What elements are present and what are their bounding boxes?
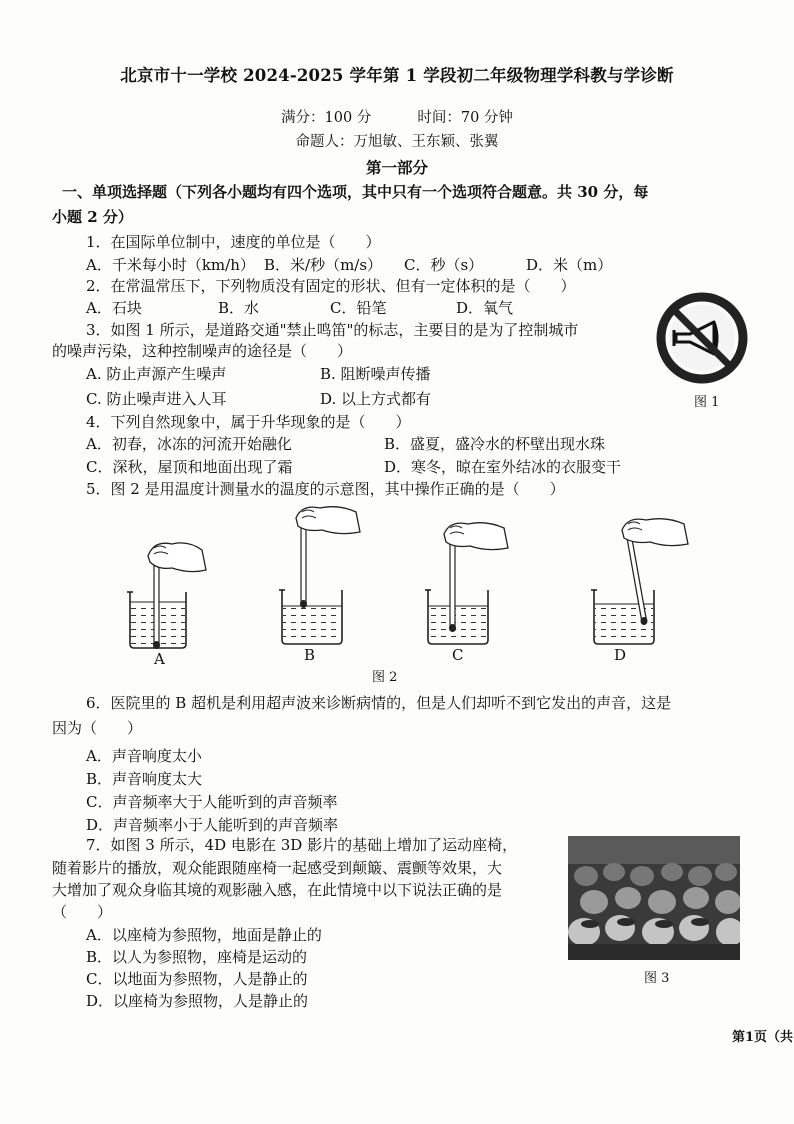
- question-7-stem-line2: 随着影片的播放，观众能跟随座椅一起感受到颠簸、震颤等效果，大: [52, 859, 503, 877]
- page-footer: 第1页（共: [732, 1030, 794, 1045]
- question-2-option-d: D．氧气: [456, 299, 514, 317]
- question-3-option-c: C. 防止噪声进入人耳: [86, 390, 227, 408]
- fig2-label-d: D: [614, 646, 627, 664]
- question-6-option-d: D．声音频率小于人能听到的声音频率: [86, 816, 339, 834]
- question-7-stem-line3: 大增加了观众身临其境的观影融入感，在此情境中以下说法正确的是: [52, 881, 503, 899]
- question-2-stem: 2．在常温常压下，下列物质没有固定的形状、但有一定体积的是（ ）: [86, 277, 576, 295]
- question-7-option-b: B．以人为参照物，座椅是运动的: [86, 948, 308, 966]
- exam-time: 时间：70 分钟: [417, 110, 513, 126]
- fig2-label-b: B: [304, 646, 316, 664]
- question-2-option-c: C．铅笔: [330, 299, 387, 317]
- question-1-stem: 1．在国际单位制中，速度的单位是（ ）: [86, 233, 381, 251]
- question-4-option-a: A．初春，冰冻的河流开始融化: [86, 435, 292, 453]
- question-3-stem-line1: 3．如图 1 所示，是道路交通"禁止鸣笛"的标志，主要目的是为了控制城市: [86, 321, 579, 339]
- exam-authors: 命题人：万旭敏、王东颖、张翼: [295, 134, 499, 150]
- question-1-option-d: D．米（m）: [526, 256, 613, 274]
- question-7-stem-line1: 7．如图 3 所示，4D 电影在 3D 影片的基础上增加了运动座椅，: [86, 836, 518, 854]
- beaker-c: [425, 523, 508, 644]
- beaker-a: [127, 543, 206, 649]
- question-1-option-c: C．秒（s）: [404, 256, 484, 274]
- question-7-option-a: A．以座椅为参照物，地面是静止的: [86, 926, 322, 944]
- section-heading-line1: 一、单项选择题（下列各小题均有四个选项，其中只有一个选项符合题意。共 30 分，每: [62, 183, 649, 201]
- question-7-option-c: C．以地面为参照物，人是静止的: [86, 970, 308, 988]
- page-title: 北京市十一学校 2024-2025 学年第 1 学段初二年级物理学科教与学诊断: [120, 66, 674, 85]
- section-heading-line2: 小题 2 分）: [52, 208, 133, 226]
- full-score: 满分：100 分: [281, 110, 372, 126]
- question-4-option-d: D．寒冬，晾在室外结冰的衣服变干: [384, 458, 622, 476]
- question-3-option-a: A. 防止声源产生噪声: [86, 365, 227, 383]
- question-3-stem-line2: 的噪声污染，这种控制噪声的途径是（ ）: [52, 342, 353, 360]
- question-1-option-b: B．米/秒（m/s）: [264, 256, 383, 274]
- beaker-b: [279, 507, 360, 644]
- beaker-d: [591, 519, 688, 644]
- question-6-option-c: C．声音频率大于人能听到的声音频率: [86, 793, 338, 811]
- fig2-label-c: C: [452, 646, 464, 664]
- question-4-option-c: C．深秋，屋顶和地面出现了霜: [86, 458, 293, 476]
- fig2-label-a: A: [154, 650, 165, 668]
- figure-1-caption: 图 1: [694, 395, 720, 410]
- question-6-stem-line2: 因为（ ）: [52, 719, 143, 737]
- figure-3-cinema-photo: [568, 836, 740, 960]
- question-6-stem-line1: 6．医院里的 B 超机是利用超声波来诊断病情的，但是人们却听不到它发出的声音，这是: [86, 694, 672, 712]
- question-2-option-b: B．水: [218, 299, 260, 317]
- figure-3-caption: 图 3: [644, 971, 670, 986]
- figure-2-caption: 图 2: [372, 670, 398, 685]
- question-6-option-b: B．声音响度太大: [86, 770, 203, 788]
- figure-2-thermometer-diagram: [110, 500, 710, 678]
- question-5-stem: 5．图 2 是用温度计测量水的温度的示意图，其中操作正确的是（ ）: [86, 480, 565, 498]
- question-7-stem-line4: （ ）: [52, 903, 113, 921]
- part-heading: 第一部分: [365, 158, 428, 177]
- question-4-stem: 4．下列自然现象中，属于升华现象的是（ ）: [86, 413, 411, 431]
- question-3-option-b: B. 阻断噪声传播: [320, 365, 431, 383]
- exam-meta: [0, 106, 794, 127]
- question-7-option-d: D．以座椅为参照物，人是静止的: [86, 992, 309, 1010]
- question-4-option-b: B．盛夏，盛冷水的杯壁出现水珠: [384, 435, 606, 453]
- question-1-option-a: A．千米每小时（km/h）: [86, 256, 255, 274]
- no-horn-sign-icon: [656, 292, 748, 384]
- question-6-option-a: A．声音响度太小: [86, 747, 202, 765]
- question-3-option-d: D. 以上方式都有: [320, 390, 432, 408]
- question-2-option-a: A．石块: [86, 299, 142, 317]
